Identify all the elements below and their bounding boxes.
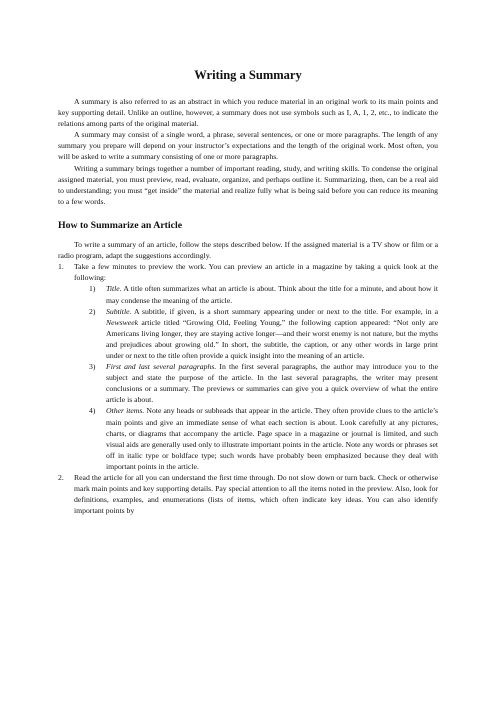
step-text: Read the article for all you can understand the first time through. Do not slow down or turn back. Check or otherwise mark main points and key supporting details. Pay special attention to all the items noted in the preview. Also, look for definitions, examples, and enumerations (lists of items, which often indicate key ideas. You can also identify important points by <box>74 473 438 516</box>
substep-lead: Title. <box>106 284 122 294</box>
substep-lead: Subtitle. <box>106 306 132 316</box>
substep-lead: First and last several paragraphs. <box>106 362 217 372</box>
section-intro: To write a summary of an article, follow the steps described below. If the assigned material is a TV show or film or a radio program, adapt the suggestions accordingly. <box>58 240 438 261</box>
substeps-list <box>74 283 438 472</box>
step-number: 2. <box>58 473 64 482</box>
list-item <box>74 405 438 472</box>
substep-text: Note any heads or subheads that appear in the article. They often provide clues to the article’s main points and give an immediate sense of what each section is about. Look carefully at any pictures, charts, or diagrams that accompany the article. Page space in a magazine or journal is limited, and such visual aids are generally used only to illustrate important points in the article. Note any words or phrases set off in italic type or boldface type; such words have probably been emphasized because they deal with important points in the article. <box>106 406 438 471</box>
substep-lead: Other items. <box>106 406 145 416</box>
substep-text: A title often summarizes what an article is about. Think about the title for a minute, and about how it may condense the meaning of the article. <box>106 284 438 305</box>
list-item <box>58 261 438 472</box>
list-item <box>74 283 438 305</box>
step-text: Take a few minutes to preview the work. You can preview an article in a magazine by taking a quick look at the following: <box>74 262 438 283</box>
intro-paragraph-2: A summary may consist of a single word, a phrase, several sentences, or one or more paragraphs. The length of any summary you prepare will depend on your instructor’s expectations and the length of the original work. Most often, you will be asked to write a summary consisting of one or more paragraphs. <box>58 130 438 162</box>
substep-number: 3) <box>89 362 96 372</box>
list-item <box>58 472 438 516</box>
list-item <box>74 306 438 361</box>
list-item <box>74 361 438 405</box>
substep-number: 4) <box>89 406 96 416</box>
document-body <box>58 96 438 516</box>
substep-number: 2) <box>89 306 96 316</box>
substep-number: 1) <box>89 284 96 294</box>
step-number: 1. <box>58 262 64 272</box>
magazine-name: Newsweek <box>106 317 139 327</box>
intro-paragraph-1: A summary is also referred to as an abstract in which you reduce material in an original work to its main points and key supporting detail. Unlike an outline, however, a summary does not use symbols such as I, A, 1, 2, etc., to indicate the relations among parts of the original material. <box>58 97 438 129</box>
substep-text: A subtitle, if given, is a short summary appearing under or next to the title. For example, in a <box>131 306 438 316</box>
steps-list <box>58 261 438 516</box>
page-title: Writing a Summary <box>194 68 302 82</box>
substep-text: In the first several paragraphs, the author may introduce you to the subject and state the purpose of the article. In the last several paragraphs, the writer may present conclusions or a summary. The previews or summaries can give you a quick overview of what the entire article is about. <box>106 362 438 405</box>
substep-text-cont: article titled “Growing Old, Feeling Young,” the following caption appeared: “Not only are Americans living longer, they are staying active longer—and their worst enemy is not nature, but the myths and prejudices about growing old.” In short, the subtitle, the caption, or any other words in large print under or next to the title often provide a quick insight into the meaning of an article. <box>106 317 438 360</box>
section-heading: How to Summarize an Article <box>58 219 183 231</box>
intro-paragraph-3: Writing a summary brings together a number of important reading, study, and writing skills. To condense the original assigned material, you must preview, read, evaluate, organize, and perhaps outline it. Summarizing, then, can be a real aid to understanding; you must “get inside” the material and realize fully what is being said before you can reduce its meaning to a few words. <box>58 163 438 206</box>
